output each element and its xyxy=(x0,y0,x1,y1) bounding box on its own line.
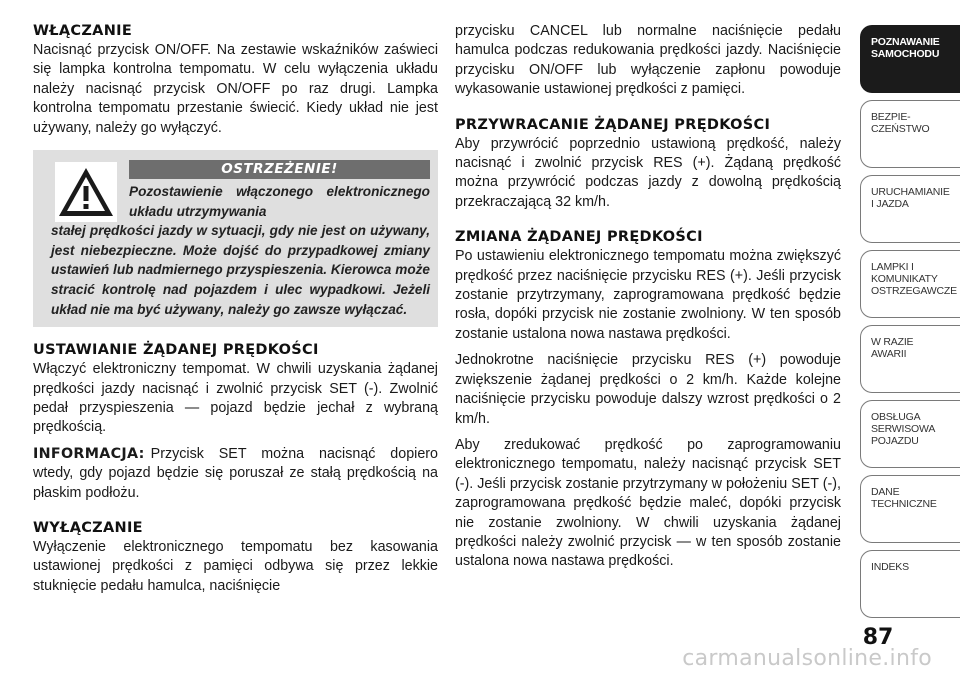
section-heading: USTAWIANIE ŻĄDANEJ PRĘDKOŚCI xyxy=(33,342,319,359)
tab-poznawanie-samochodu[interactable] xyxy=(860,25,960,93)
section-heading: WŁĄCZANIE xyxy=(33,23,133,39)
tab-label: W RAZIE AWARII xyxy=(871,336,914,360)
warning-triangle-icon xyxy=(55,162,117,222)
chapter-tabs xyxy=(860,25,960,625)
tab-label: DANE TECHNICZNE xyxy=(871,486,937,510)
tab-uruchamianie-i-jazda[interactable] xyxy=(860,175,960,243)
tab-dane-techniczne[interactable] xyxy=(860,475,960,543)
info-label: INFORMACJA: xyxy=(33,445,145,462)
tab-indeks[interactable] xyxy=(860,550,960,618)
paragraph: Po ustawieniu elektronicznego tempomatu można zwiększyć prędkość przez naciśnięcie przycisku RES (+). Jeśli przycisk zostanie przytrzymany, zaprogramowana prędkość będzie rosła, dopóki przycisk nie zostanie zwolniony. W ten sposób zostanie ustalona nowa nastawa prędkości. xyxy=(455,248,841,342)
tab-obsluga-serwisowa[interactable] xyxy=(860,400,960,468)
warning-box xyxy=(33,150,438,327)
tab-label: URUCHAMIANIE I JAZDA xyxy=(871,186,950,210)
tab-lampki-i-komunikaty[interactable] xyxy=(860,250,960,318)
warning-title: OSTRZEŻENIE! xyxy=(129,160,430,179)
tab-label: OBSŁUGA SERWISOWA POJAZDU xyxy=(871,411,936,447)
section-heading: PRZYWRACANIE ŻĄDANEJ PRĘDKOŚCI xyxy=(455,116,771,133)
tab-label: BEZPIE- CZEŃSTWO xyxy=(871,111,930,135)
tab-label: POZNAWANIE SAMOCHODU xyxy=(871,36,940,60)
right-column xyxy=(455,22,841,579)
left-column xyxy=(33,22,438,603)
paragraph: Nacisnąć przycisk ON/OFF. Na zestawie wskaźników zaświeci się lampka kontrolna tempomatu. W celu wyłączenia układu należy nacisnąć przycisk ON/OFF po raz drugi. Lampka kontrolna tempomatu przestanie świecić. Kiedy układ nie jest używany, należy go wyłączyć. xyxy=(33,42,438,136)
paragraph: Włączyć elektroniczny tempomat. W chwili uzyskania żądanej prędkości jazdy nacisnąć i zwolnić przycisk SET (-). Zwolnić pedał przyspieszenia — pojazd będzie jechał z wybraną prędkością. xyxy=(33,361,438,436)
watermark: carmanualsonline.info xyxy=(682,646,932,671)
info-body: Przycisk SET można nacisnąć dopiero wtedy, gdy pojazd będzie się poruszał ze stałą prędkością na płaskim podłożu. xyxy=(33,445,438,501)
paragraph: Wyłączenie elektronicznego tempomatu bez kasowania ustawionej prędkości z pamięci odbywa się przez lekkie stuknięcie pedału hamulca, naciśnięcie xyxy=(33,539,438,594)
section-heading: ZMIANA ŻĄDANEJ PRĘDKOŚCI xyxy=(455,229,703,246)
paragraph: Jednokrotne naciśnięcie przycisku RES (+) powoduje zwiększenie żądanej prędkości o 2 km/h. Każde kolejne naciśnięcie przycisku powoduje dalszy wzrost prędkości o 2 km/h. xyxy=(455,352,841,427)
tab-label: INDEKS xyxy=(871,561,909,573)
paragraph: Aby zredukować prędkość po zaprogramowaniu elektronicznego tempomatu, należy nacisnąć przycisk SET (-). Jeśli przycisk zostanie przytrzymany w położeniu SET (-), zaprogramowana prędkość będzie maleć, dopóki przycisk nie zostanie zwolniony. W chwili uzyskania żądanej prędkości należy zwolnić przycisk — w ten sposób zostanie ustalona nowa nastawa prędkości. xyxy=(455,436,841,570)
paragraph: przycisku CANCEL lub normalne naciśnięcie pedału hamulca podczas redukowania prędkości jazdy. Naciśnięcie przycisku ON/OFF lub wyłączenie zapłonu powoduje wykasowanie ustawionej prędkości z pamięci. xyxy=(455,23,841,98)
warning-body: stałej prędkości jazdy w sytuacji, gdy nie jest on używany, jest niebezpieczne. Może dojść do przypadkowej zmiany ustawień lub nadmiernego przyspieszenia. Kierowca może stracić kontrolę nad pojazdem i ulec wypadkowi. Jeżeli układ nie ma być używany, należy go zawsze wyłączać. xyxy=(51,223,430,317)
tab-bezpieczenstwo[interactable] xyxy=(860,100,960,168)
warning-lead: Pozostawienie włączonego elektronicznego układu utrzymywania xyxy=(129,184,430,219)
info-paragraph xyxy=(33,445,438,503)
tab-w-razie-awarii[interactable] xyxy=(860,325,960,393)
paragraph: Aby przywrócić poprzednio ustawioną prędkość, należy nacisnąć i zwolnić przycisk RES (+). Żądaną prędkość można przywrócić podczas jazdy z dowolną prędkością przekraczającą 32 km/h. xyxy=(455,135,841,210)
tab-label: LAMPKI I KOMUNIKATY OSTRZEGAWCZE xyxy=(871,261,957,297)
page-number: 87 xyxy=(862,625,894,650)
section-heading: WYŁĄCZANIE xyxy=(33,520,143,537)
